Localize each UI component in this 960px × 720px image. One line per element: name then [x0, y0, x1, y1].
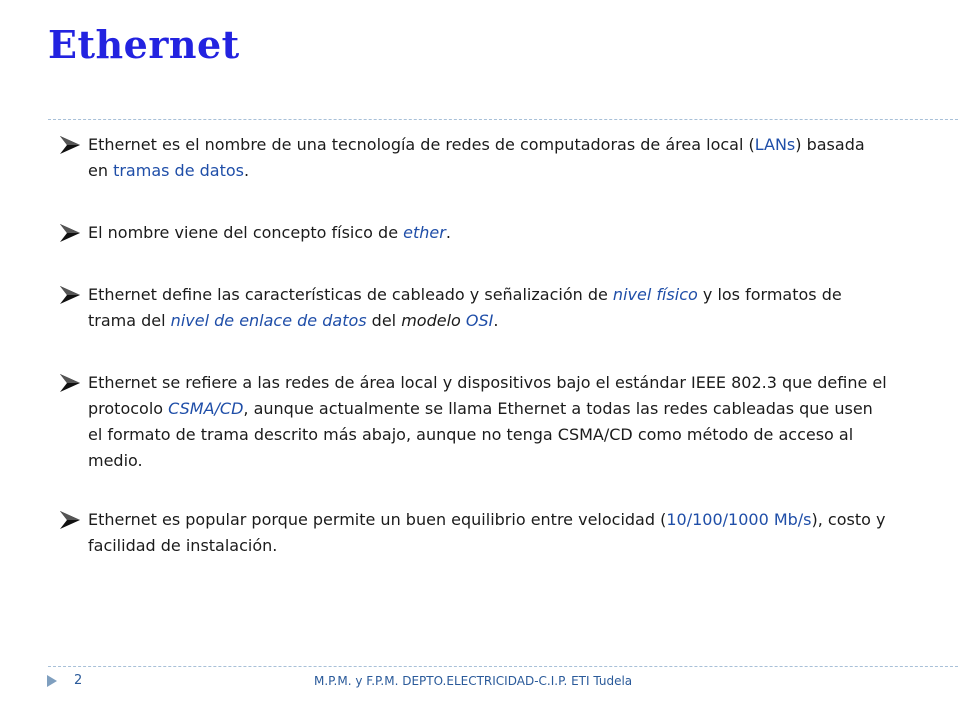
arrowhead-bullet-icon — [58, 372, 82, 394]
text-segment: del — [366, 311, 402, 330]
bullet-item — [58, 507, 888, 559]
arrowhead-bullet-icon — [58, 134, 82, 156]
triangle-marker-icon — [46, 674, 58, 688]
bullet-item — [58, 220, 888, 246]
highlighted-term: 10/100/1000 Mb/s — [666, 510, 812, 529]
text-segment: Ethernet se refiere a las redes de área local y dispositivos bajo el estándar IEEE 802.3 que define el protocolo — [88, 373, 887, 418]
footer-text: M.P.M. y F.P.M. DEPTO.ELECTRICIDAD-C.I.P. ETI Tudela — [314, 674, 633, 688]
highlighted-term: tramas de datos — [113, 161, 244, 180]
highlighted-term: OSI — [465, 311, 494, 330]
bullet-text — [88, 370, 888, 474]
page-number: 2 — [74, 673, 83, 688]
arrowhead-bullet-icon — [58, 509, 82, 531]
arrowhead-bullet-icon — [58, 222, 82, 244]
bullet-text — [88, 220, 888, 246]
bullet-list — [58, 132, 888, 595]
highlighted-term: ether — [403, 223, 446, 242]
bullet-item — [58, 132, 888, 184]
text-segment: Ethernet es el nombre de una tecnología de redes de computadoras de área local ( — [88, 135, 755, 154]
text-segment: . — [493, 311, 499, 330]
text-segment: El nombre viene del concepto físico de — [88, 223, 404, 242]
bullet-text — [88, 282, 888, 334]
arrowhead-bullet-icon — [58, 284, 82, 306]
text-segment: Ethernet define las características de cableado y señalización de — [88, 285, 613, 304]
text-segment: , aunque actualmente se llama Ethernet a todas las redes cableadas que usen el formato de trama descrito más abajo, aunque no tenga CSMA/CD como método de acceso al medio. — [88, 399, 873, 470]
text-segment: ) basada en — [88, 135, 865, 180]
slide-title: Ethernet — [48, 22, 240, 67]
bullet-item — [58, 282, 888, 334]
highlighted-term: CSMA/CD — [168, 399, 244, 418]
bullet-item — [58, 370, 888, 474]
highlighted-term: modelo — [401, 311, 461, 330]
text-segment: y los formatos de trama del — [88, 285, 842, 330]
text-segment: ), costo y facilidad de instalación. — [88, 510, 886, 555]
highlighted-term: LANs — [754, 135, 796, 154]
text-segment: . — [445, 223, 451, 242]
text-segment: . — [244, 161, 250, 180]
highlighted-term: nivel de enlace de datos — [170, 311, 367, 330]
title-divider — [48, 119, 960, 120]
bullet-text — [88, 507, 888, 559]
highlighted-term: nivel físico — [612, 285, 698, 304]
text-segment: Ethernet es popular porque permite un buen equilibrio entre velocidad ( — [88, 510, 667, 529]
footer-divider — [48, 666, 960, 667]
bullet-text — [88, 132, 888, 184]
